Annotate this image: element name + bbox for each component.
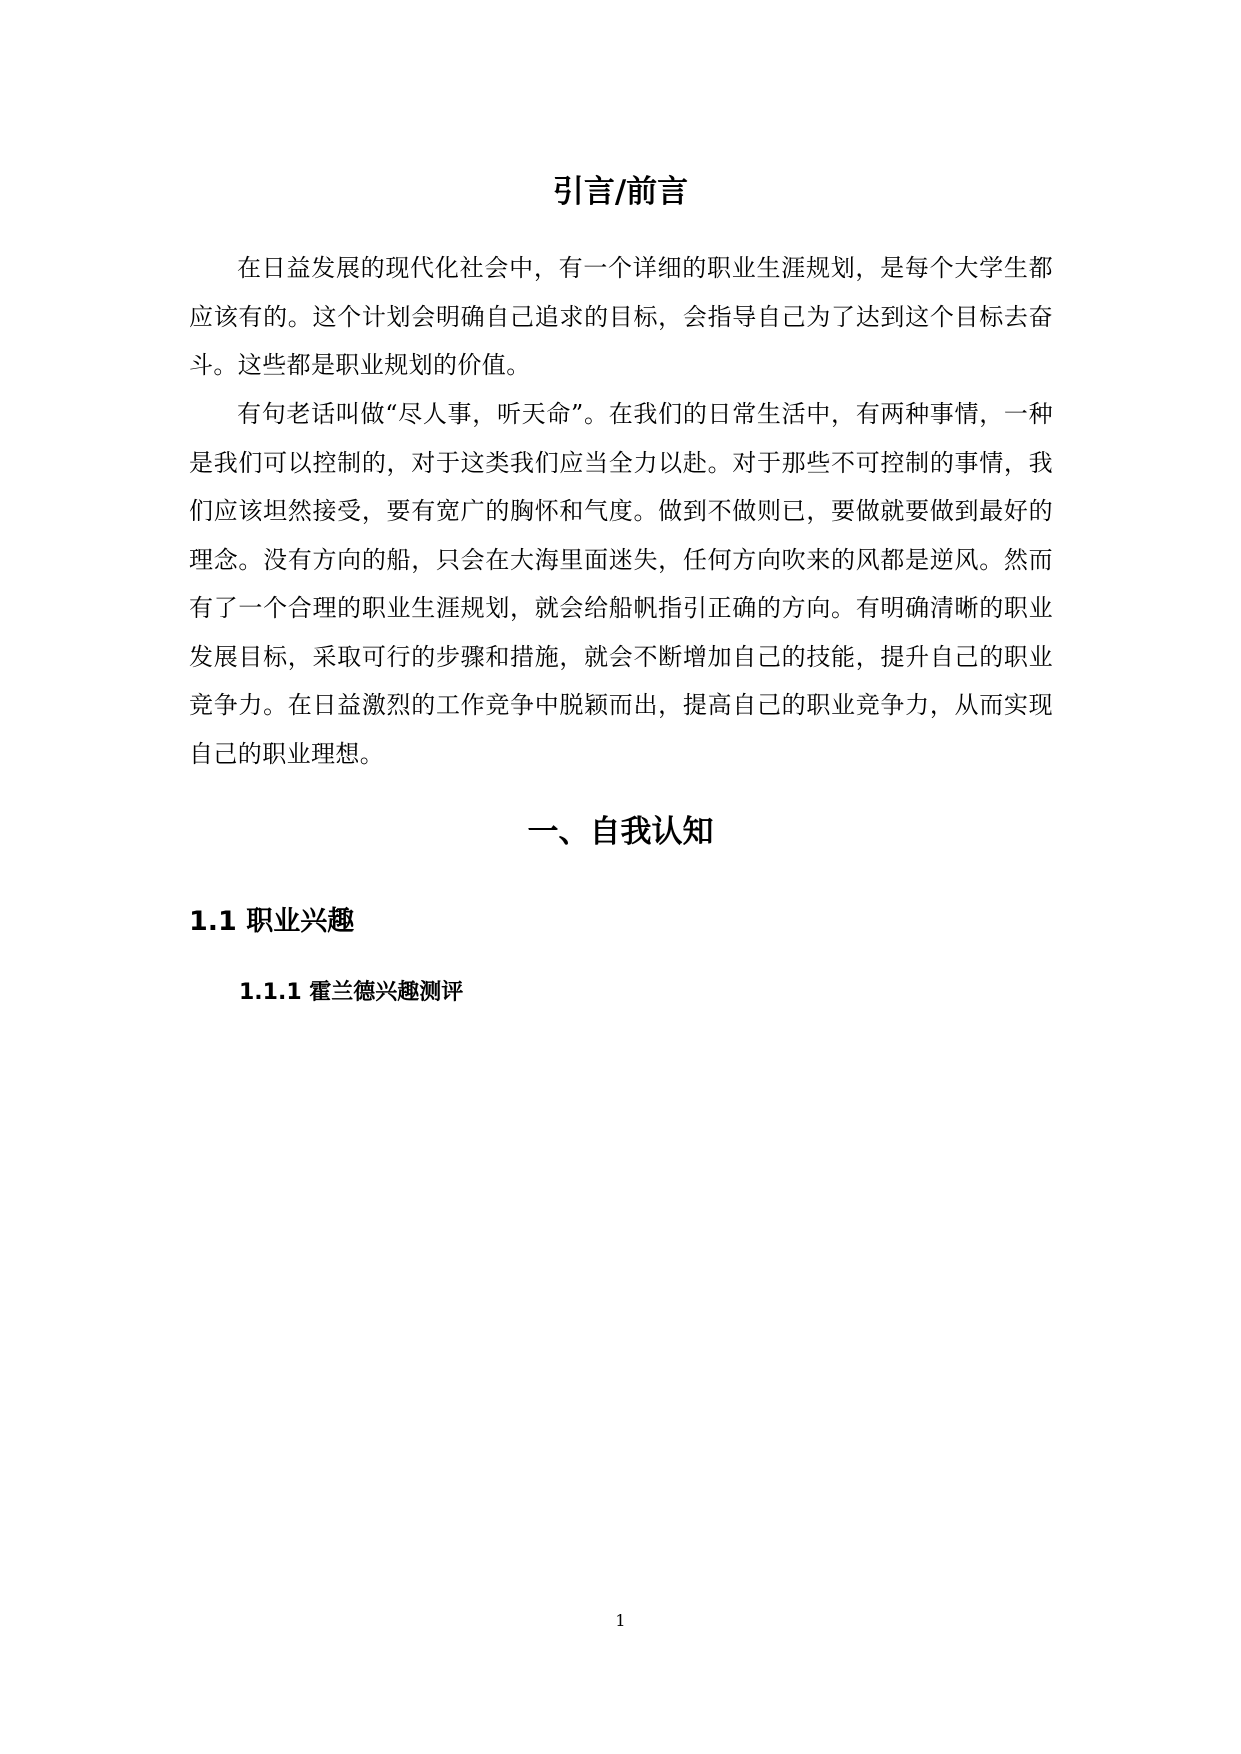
subsection-heading: 1.1 职业兴趣: [189, 906, 355, 937]
intro-paragraph-2: 有句老话叫做“尽人事，听天命”。在我们的日常生活中，有两种事情，一种是我们可以控制的，对于这类我们应当全力以赴。对于那些不可控制的事情，我们应该坦然接受，要有宽广的胸怀和气度。做到不做则已，要做就要做到最好的理念。没有方向的船，只会在大海里面迷失，任何方向吹来的风都是逆风。然而有了一个合理的职业生涯规划，就会给船帆指引正确的方向。有明确清晰的职业发展目标，采取可行的步骤和措施，就会不断增加自己的技能，提升自己的职业竞争力。在日益激烈的工作竞争中脱颖而出，提高自己的职业竞争力，从而实现自己的职业理想。: [189, 400, 1053, 768]
subsubsection-heading: 1.1.1 霍兰德兴趣测评: [239, 980, 464, 1005]
intro-paragraph-1: 在日益发展的现代化社会中，有一个详细的职业生涯规划，是每个大学生都应该有的。这个计划会明确自己追求的目标，会指导自己为了达到这个目标去奋斗。这些都是职业规划的价值。: [189, 254, 1053, 379]
page-title: 引言/前言: [552, 174, 689, 210]
section-heading: 一、自我认知: [527, 814, 714, 850]
page-number: 1: [615, 1611, 626, 1630]
